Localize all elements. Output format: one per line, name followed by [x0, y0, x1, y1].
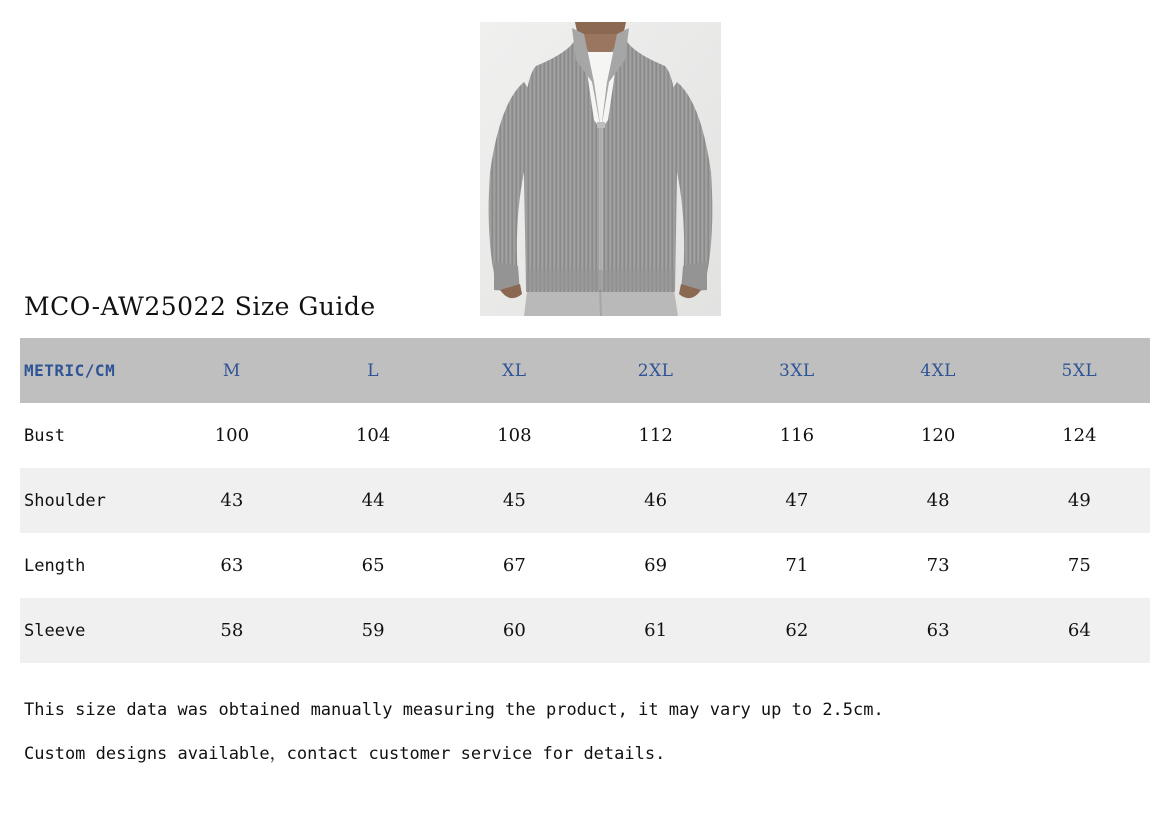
- table-cell: 63: [926, 620, 950, 641]
- table-row: [20, 533, 1150, 598]
- table-cell: 63: [220, 555, 244, 576]
- table-cell: 100: [214, 425, 250, 446]
- table-cell: 112: [638, 425, 673, 446]
- table-cell: 69: [644, 555, 668, 576]
- table-row: [20, 598, 1150, 663]
- page-title: MCO-AW25022 Size Guide: [24, 292, 376, 321]
- table-cell: 73: [926, 555, 950, 576]
- table-cell: 43: [220, 490, 244, 511]
- table-cell: 47: [785, 490, 809, 511]
- table-cell: 62: [785, 620, 809, 641]
- header-cell-size: 2XL: [637, 360, 674, 381]
- table-cell: 59: [361, 620, 385, 641]
- header-cell-size: 3XL: [779, 360, 815, 381]
- table-cell: 104: [355, 425, 391, 446]
- cardigan-model-illustration: [480, 22, 721, 316]
- table-cell: 44: [361, 490, 385, 511]
- header-cell-metric: METRIC/CM: [24, 361, 116, 380]
- table-cell: 60: [502, 620, 526, 641]
- table-cell: 45: [502, 490, 526, 511]
- table-body: [20, 403, 1150, 663]
- table-cell: 61: [644, 620, 668, 641]
- table-cell: 64: [1067, 620, 1091, 641]
- table-row: [20, 468, 1150, 533]
- row-label: Bust: [24, 425, 65, 446]
- header-cell-size: 5XL: [1061, 360, 1098, 381]
- table-cell: 67: [502, 555, 526, 576]
- table-cell: 116: [779, 425, 815, 446]
- table-cell: 75: [1067, 555, 1091, 576]
- table-header-row: [20, 338, 1150, 403]
- row-label: Length: [24, 555, 86, 576]
- custom-design-note: Custom designs available，contact customer service for details.: [24, 744, 666, 764]
- table-cell: 71: [785, 555, 809, 576]
- table-cell: 48: [926, 490, 950, 511]
- size-chart-table: [20, 338, 1150, 663]
- table-cell: 58: [220, 620, 244, 641]
- header-cell-size: XL: [502, 360, 527, 381]
- product-photo: [480, 22, 721, 316]
- row-label: Shoulder: [24, 490, 106, 511]
- header-cell-size: M: [222, 360, 241, 381]
- row-label: Sleeve: [24, 620, 86, 641]
- table-row: [20, 403, 1150, 468]
- table-cell: 124: [1062, 425, 1097, 446]
- table-cell: 120: [920, 425, 956, 446]
- measurement-note: This size data was obtained manually measuring the product, it may vary up to 2.5cm.: [24, 700, 884, 720]
- table-cell: 49: [1067, 490, 1091, 511]
- table-cell: 108: [497, 425, 532, 446]
- table-cell: 65: [361, 555, 385, 576]
- table-cell: 46: [644, 490, 668, 511]
- header-cell-size: 4XL: [920, 360, 956, 381]
- header-cell-size: L: [367, 360, 380, 381]
